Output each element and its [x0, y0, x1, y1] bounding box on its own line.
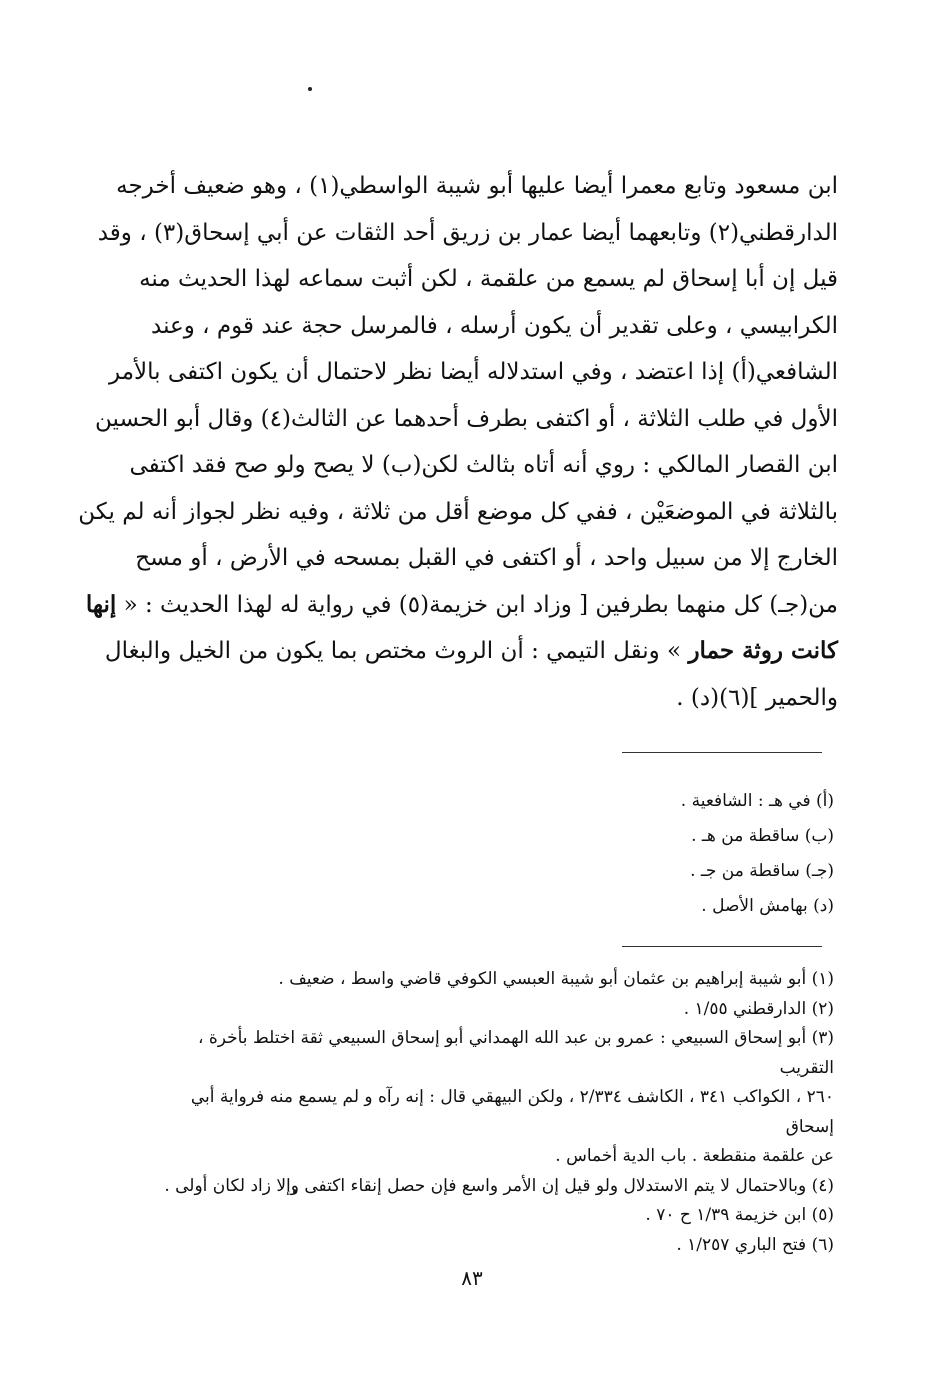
variant-notes [134, 784, 834, 924]
text-line-9: الخارج إلا من سبيل واحد ، أو اكتفى في القبل بمسحه في الأرض ، أو مسح [135, 545, 838, 571]
page-number: ٨٣ [461, 1266, 483, 1290]
text-line-11 [104, 628, 838, 675]
text-line-3: قيل إن أبا إسحاق لم يسمع من علقمة ، لكن أثبت سماعه لهذا الحديث منه [139, 266, 838, 292]
text-line-10 [85, 582, 838, 629]
text-line-10-bold: إنها [85, 590, 117, 618]
text-line-5: الشافعي(أ) إذا اعتضد ، وفي استدلاله أيضا نظر لاحتمال أن يكون اكتفى بالأمر [109, 359, 838, 385]
footnote-continuation: ٢٦٠ ، الكواكب ٣٤١ ، الكاشف ٢/٣٣٤ ، ولكن البيهقي قال : إنه رآه و لم يسمع منه فرواية أبي إسحاق [190, 1087, 834, 1137]
text-line-12: والحمير ](٦)(د) . [676, 684, 838, 711]
footnotes [154, 965, 834, 1260]
text-line-2: الدارقطني(٢) وتابعهما أيضا عمار بن زريق أحد الثقات عن أبي إسحاق(٣) ، وقد [97, 219, 838, 246]
text-line-8: بالثلاثة في الموضعَيْن ، ففي كل موضع أقل من ثلاثة ، وفيه نظر لجواز أنه لم يكن [78, 498, 838, 525]
ink-speck [308, 87, 312, 91]
variant-note: (ب) ساقطة من هـ . [691, 826, 834, 846]
footnote: (١) أبو شيبة إبراهيم بن عثمان أبو شيبة العبسي الكوفي قاضي واسط ، ضعيف . [278, 969, 834, 989]
text-line-11-bold: كانت روثة حمار [688, 637, 838, 664]
footnote: (٥) ابن خزيمة ١/٣٩ ح ٧٠ . [645, 1205, 834, 1225]
text-line-7: ابن القصار المالكي : روي أنه أتاه بثالث لكن(ب) لا يصح ولو صح فقد اكتفى [129, 452, 838, 478]
footnote: (٤) وبالاحتمال لا يتم الاستدلال ولو قيل إن الأمر واسع فإن حصل إنقاء اكتفى وإلا زاد لكان أولى . [164, 1175, 834, 1196]
footnote: (٢) الدارقطني ١/٥٥ . [683, 998, 834, 1019]
text-line-1: ابن مسعود وتابع معمرا أيضا عليها أبو شيبة الواسطي(١) ، وهو ضعيف أخرجه [116, 173, 838, 199]
main-text [78, 163, 838, 721]
text-line-10-main: من(جـ) كل منهما بطرفين [ وزاد ابن خزيمة(٥) في رواية له لهذا الحديث : « [123, 591, 838, 618]
text-line-6: الأول في طلب الثلاثة ، أو اكتفى بطرف أحدهما عن الثالث(٤) وقال أبو الحسين [95, 405, 838, 432]
variant-notes-separator [622, 752, 822, 753]
variant-note: (جـ) ساقطة من جـ . [690, 861, 834, 881]
variant-note: (أ) في هـ : الشافعية . [680, 791, 834, 811]
variant-note: (د) بهامش الأصل . [701, 896, 834, 916]
footnote: (٣) أبو إسحاق السبيعي : عمرو بن عبد الله الهمداني أبو إسحاق السبيعي ثقة اختلط بأخرة ، التقريب [197, 1028, 834, 1078]
footnote-continuation: عن علقمة منقطعة . باب الدية أخماس . [555, 1146, 834, 1166]
text-line-4: الكرابيسي ، وعلى تقدير أن يكون أرسله ، فالمرسل حجة عند قوم ، وعند [151, 312, 838, 339]
footnotes-separator [622, 946, 822, 947]
footnote: (٦) فتح الباري ١/٢٥٧ . [676, 1234, 834, 1255]
text-line-11-main: » ونقل التيمي : أن الروث مختص بما يكون من الخيل والبغال [104, 638, 682, 664]
